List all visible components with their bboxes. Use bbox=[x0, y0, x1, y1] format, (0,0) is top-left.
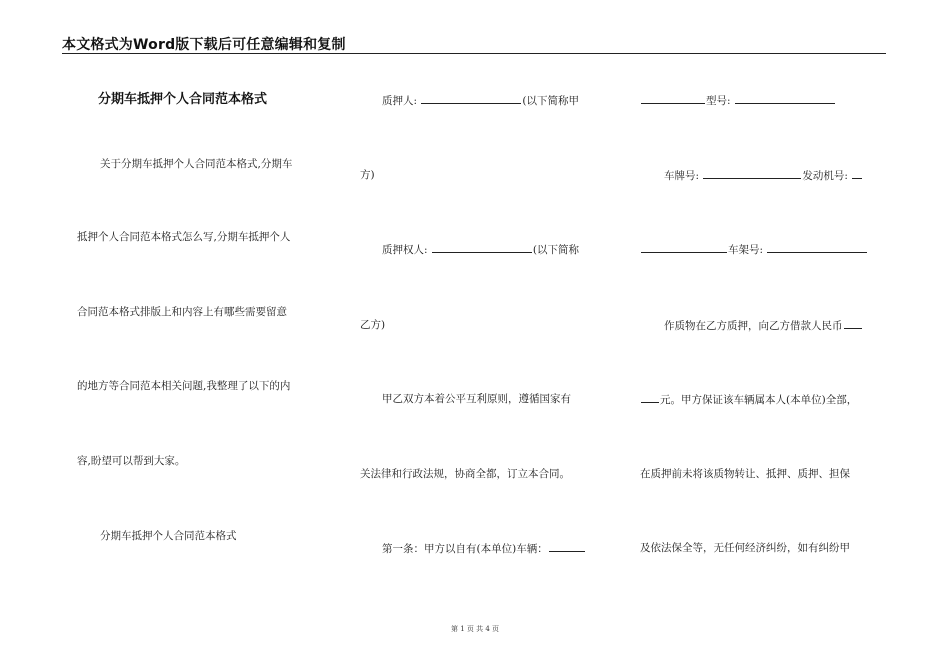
vin-label: 车架号: bbox=[728, 244, 764, 256]
vehicle-blank bbox=[549, 541, 585, 552]
vin-line bbox=[640, 242, 868, 257]
plate-blank bbox=[703, 168, 801, 179]
page-indicator: 第 1 页 共 4 页 bbox=[450, 625, 500, 633]
left-column bbox=[0, 0, 330, 672]
loan-line bbox=[664, 318, 863, 333]
pledgor-blank bbox=[421, 93, 521, 104]
loan-text: 作质物在乙方质押，向乙方借款人民币 bbox=[664, 320, 843, 332]
vin-prefix-blank bbox=[641, 242, 727, 253]
loan-amount-blank-2 bbox=[641, 392, 659, 403]
paragraph-line: 关法律和行政法规，协商全都，订立本合同。 bbox=[360, 468, 570, 480]
paragraph-line: 合同范本格式排版上和内容上有哪些需要留意 bbox=[77, 306, 287, 318]
pledgor-line bbox=[382, 93, 579, 108]
vehicle-label: 第一条：甲方以自有(本单位)车辆： bbox=[382, 543, 548, 555]
paragraph-line: 方) bbox=[360, 169, 375, 181]
paragraph-line: 抵押个人合同范本格式怎么写,分期车抵押个人 bbox=[77, 231, 291, 243]
paragraph-line: 的地方等合同范本相关问题,我整理了以下的内 bbox=[77, 380, 291, 392]
section-heading: 分期车抵押个人合同范本格式 bbox=[100, 530, 237, 542]
model-label: 型号: bbox=[706, 95, 731, 107]
pledgor-label: 质押人: bbox=[382, 95, 418, 107]
pledgee-suffix: (以下简称 bbox=[532, 244, 579, 256]
middle-column bbox=[330, 0, 630, 672]
paragraph-line: 容,盼望可以帮到大家。 bbox=[77, 455, 186, 467]
paragraph-line: 乙方) bbox=[360, 319, 386, 331]
document-title: 分期车抵押个人合同范本格式 bbox=[98, 92, 268, 107]
plate-label: 车牌号: bbox=[664, 170, 700, 182]
pledgor-suffix: (以下简称甲 bbox=[522, 95, 579, 107]
paragraph-line: 甲乙双方本着公平互利原则，遵循国家有 bbox=[382, 393, 571, 405]
engine-label: 发动机号: bbox=[802, 170, 848, 182]
model-blank bbox=[735, 93, 835, 104]
paragraph-line: 在质押前未将该质物转让、抵押、质押、担保 bbox=[640, 468, 850, 480]
paragraph-line: 关于分期车抵押个人合同范本格式,分期车 bbox=[100, 158, 293, 170]
model-line bbox=[640, 93, 836, 108]
paragraph-line: 及依法保全等，无任何经济纠纷，如有纠纷甲 bbox=[640, 542, 850, 554]
ownership-text: 元。甲方保证该车辆属本人(本单位)全部， bbox=[660, 394, 858, 406]
vin-blank bbox=[767, 242, 867, 253]
plate-engine-line bbox=[664, 168, 863, 183]
pledgee-label: 质押权人: bbox=[382, 244, 428, 256]
model-prefix-blank bbox=[641, 93, 705, 104]
engine-blank bbox=[852, 168, 862, 179]
right-column bbox=[630, 0, 900, 672]
header-banner: 本文格式为Word版下载后可任意编辑和复制 bbox=[62, 37, 346, 53]
ownership-line bbox=[640, 392, 857, 407]
pledgee-line bbox=[382, 242, 579, 257]
vehicle-line bbox=[382, 541, 586, 556]
pledgee-blank bbox=[432, 242, 532, 253]
loan-amount-blank bbox=[844, 318, 862, 329]
